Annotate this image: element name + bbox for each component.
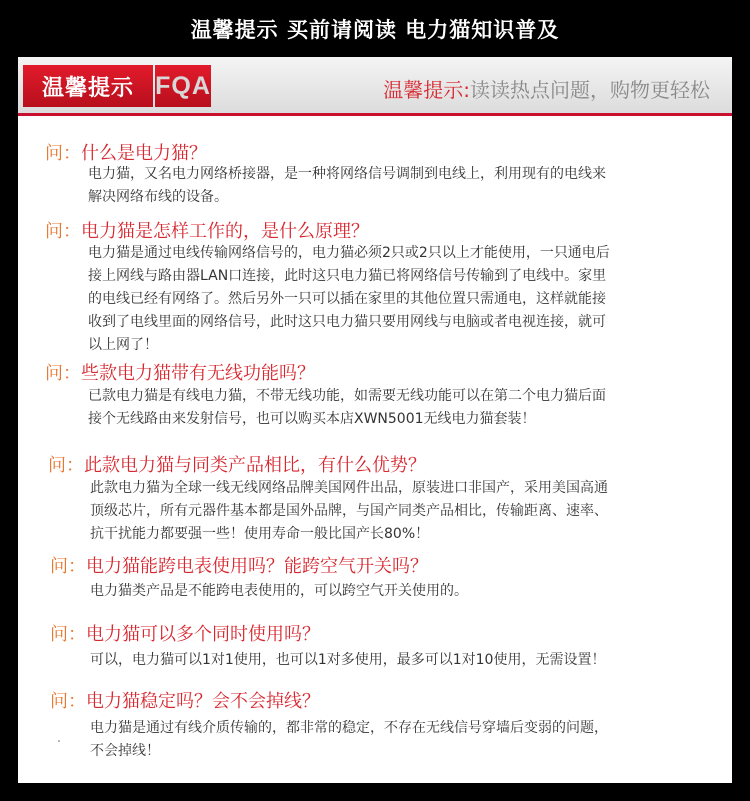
question-prefix: 问：	[50, 691, 86, 712]
faq-answer-4: 此款电力猫为全球一线无线网络品牌美国网件出品，原装进口非国产，采用美国高通 顶级芯片，所有元器件基本都是国外品牌，与国产同类产品相比，传输距离、速率、 抗干扰能力都要强一些！使用寿命一般比国产长80%！	[90, 480, 608, 542]
question-text: 此款电力猫与同类产品相比，有什么优势？	[84, 455, 426, 476]
question-prefix: 问：	[48, 455, 84, 476]
question-text: 电力猫可以多个同时使用吗？	[86, 624, 320, 645]
faq-answer-1: 电力猫，又名电力网络桥接器，是一种将网络信号调制到电线上，利用现有的电线来 解决网络布线的设备。	[88, 166, 606, 205]
faq-question-6	[50, 620, 320, 646]
question-prefix: 问：	[45, 363, 81, 384]
question-prefix: 问：	[45, 143, 81, 164]
question-text: 电力猫能跨电表使用吗？能跨空气开关吗？	[86, 556, 428, 577]
faq-question-7	[50, 687, 320, 713]
faq-question-3	[45, 359, 315, 385]
faq-question-4	[48, 451, 426, 477]
faq-card	[18, 57, 732, 783]
header-tag-en: FQA	[155, 65, 211, 107]
header-slogan-accent: 温馨提示:	[383, 78, 470, 102]
faq-answer-3: 已款电力猫是有线电力猫，不带无线功能，如需要无线功能可以在第二个电力猫后面 接个无线路由来发射信号，也可以购买本店XWN5001无线电力猫套装！	[88, 388, 606, 427]
faq-answer-5: 电力猫类产品是不能跨电表使用的，可以跨空气开关使用的。	[90, 583, 468, 599]
header-slogan	[383, 74, 710, 103]
question-prefix: 问：	[50, 556, 86, 577]
header-slogan-rest: 读读热点问题，购物更轻松	[470, 78, 710, 102]
faq-answer-6: 可以，电力猫可以1对1使用，也可以1对多使用，最多可以1对10使用，无需设置！	[90, 652, 606, 668]
faq-header	[18, 57, 732, 116]
faq-answer-7: 电力猫是通过有线介质传输的，都非常的稳定，不存在无线信号穿墙后变弱的问题， 不会掉线！	[90, 720, 608, 759]
question-text: 电力猫稳定吗？会不会掉线？	[86, 691, 320, 712]
question-prefix: 问：	[45, 221, 81, 242]
faq-question-2	[45, 217, 369, 243]
faq-question-5	[50, 552, 428, 578]
question-text: 什么是电力猫？	[81, 143, 207, 164]
faq-question-1	[45, 139, 207, 165]
faq-answer-2: 电力猫是通过电线传输网络信号的，电力猫必须2只或2只以上才能使用，一只通电后 接上网线与路由器LAN口连接，此时这只电力猫已将网络信号传输到了电线中。家里 的电线已经有网络了。然后另外一只可以插在家里的其他位置只需通电，这样就能接 收到了电线里面的网络信号，此时这只电力猫只要用网线与电脑或者电视连接，就可 以上网了！	[88, 245, 610, 353]
bullet-dot-icon: ・	[54, 737, 64, 748]
header-tag: 温馨提示	[23, 65, 153, 107]
banner-title: 温馨提示 买前请阅读 电力猫知识普及	[190, 18, 560, 42]
question-text: 些款电力猫带有无线功能吗？	[81, 363, 315, 384]
question-prefix: 问：	[50, 624, 86, 645]
question-text: 电力猫是怎样工作的，是什么原理？	[81, 221, 369, 242]
